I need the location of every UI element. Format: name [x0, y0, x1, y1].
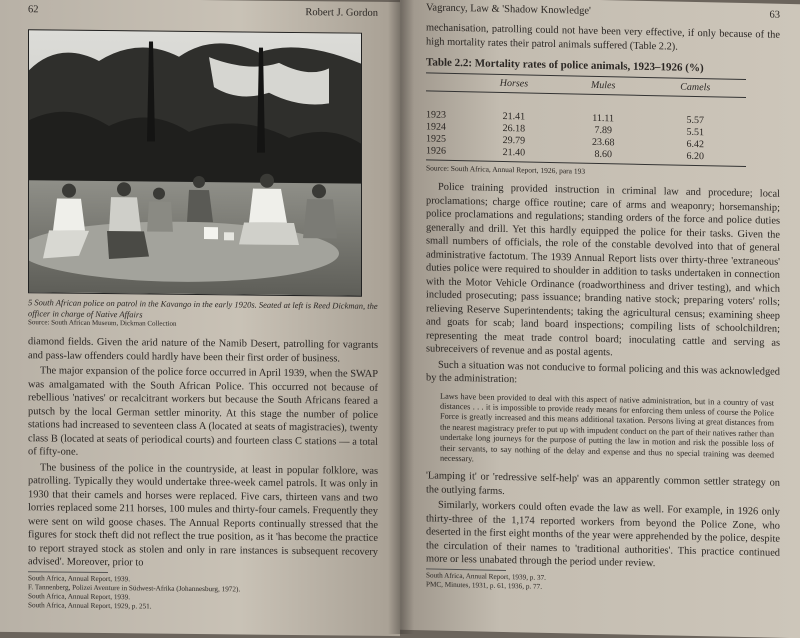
table-header-cell: Horses [466, 74, 562, 94]
footnotes-left [28, 571, 241, 611]
table-header-cell: Mules [562, 76, 645, 96]
footnote: South Africa, Annual Report, 1939, p. 37. [426, 571, 546, 582]
paragraph: The major expansion of the police force occurred in April 1939, when the SWAP was amalgamated with the South African Police. This occurred not because of rebellious 'natives' or recalcitrant workers but because the South Africans feared a putsch by the local German settler minority. At this stage the number of police stations had increased to seventeen class A (located at seats of magistracies), twenty class B (located at seats of periodical courts) and fourteen class C stations — a total of fifty-one. [28, 365, 378, 458]
historical-photograph [28, 29, 362, 296]
paragraph: The business of the police in the countryside, at least in popular folklore, was patrolling. Typically they would undertake three-week camel patrols. It was only in 1930 that their camels and horses were replaced. Five cars, thirteen vans and two lorries replaced some 211 horses, 100 mules and thirty-four camels. Frequently they were sent on wild goose chases. The Annual Reports continually stressed that the figures for stock theft did not reflect the true position, as it 'has become the practice to report strayed stock as stolen and only in rare instances is subsequent recovery advised'. Moreover, prior to [28, 461, 378, 569]
running-head-author: Robert J. Gordon [305, 7, 378, 19]
paragraph: Similarly, workers could often evade the law as well. For example, in 1926 only thirty-three of the 1,174 reported workers from beyond the Police Zone, who deserted in the first eight months of the year were apprehended by the police, despite the circulation of their names to 'traditional authorities'. This practice continued more or less unabated through the period under review. [426, 499, 780, 570]
right-page [400, 0, 800, 638]
footnote: South Africa, Annual Report, 1939. [28, 573, 131, 584]
table-cell: 6.20 [645, 150, 746, 167]
photo-caption [28, 297, 378, 331]
table-cell: 5.57 [686, 114, 705, 127]
table-cell: 1925 [426, 133, 446, 145]
right-intro [426, 21, 780, 55]
table-cell: 29.79 [502, 134, 526, 147]
caption-text: 5 South African police on patrol in the Kavango in the early 1920s. Seated at left is Reed Dickman, the officer in charge of Native Affairs [28, 297, 378, 320]
table-cell: 6.42 [686, 138, 705, 151]
table-header-cell [426, 73, 466, 92]
footnote: South Africa, Annual Report, 1939. [28, 591, 131, 602]
paragraph: mechanisation, patrolling could not have been very effective, if only because of the high mortality rates their patrol animals suffered (Table 2.2). [426, 22, 780, 53]
running-head-right [426, 2, 780, 20]
table-cell: 11.11 [592, 112, 615, 125]
caption-source: Source: South African Museum, Dickman Collection [28, 318, 177, 329]
table-cell: 8.60 [562, 148, 645, 164]
table-header-cell: Camels [645, 77, 746, 97]
footnote: F. Tannenberg, Polizei Aventure in Südwest-Afrika (Johannesburg, 1972). [28, 582, 241, 594]
block-quote: Laws have been provided to deal with this aspect of native administration, but in a country of vast distances . . . it is impossible to provide ready means for enforcing them unless of course the Police Force is greatly increased and this means additional taxation. Persons living at great distances from the nearest magistracy prefer to put up with impudent conduct on the part of their natives rather than undertake long journeys for the purpose of putting the law in motion and risk the possible loss of their servants, to say nothing of the delay and expense and thus no special training was deemed necessary. [440, 391, 774, 464]
table-source: Source: South Africa, Annual Report, 1926, para 193 [426, 163, 586, 176]
right-body-text-2 [426, 470, 780, 574]
table-cell: 26.18 [502, 122, 526, 135]
table-title: Table 2.2: Mortality rates of police animals, 1923–1926 (%) [426, 56, 704, 75]
paragraph: Such a situation was not conducive to formal policing and this was acknowledged by the administration: [426, 359, 780, 386]
footnote: PMC, Minutes, 1931, p. 61, 1936, p. 77. [426, 580, 543, 591]
table-cell: 21.41 [502, 110, 526, 123]
photo-police-patrol [29, 30, 361, 295]
mortality-table [426, 72, 746, 167]
table-cell: 23.68 [591, 136, 615, 149]
paragraph: diamond fields. Given the arid nature of the Namib Desert, patrolling for vagrants and pass-law offenders could hardly have been their first order of business. [28, 336, 378, 364]
footnote: South Africa, Annual Report, 1929, p. 251. [28, 600, 152, 611]
table-cell: 21.40 [466, 146, 562, 163]
running-head-title: Vagrancy, Law & 'Shadow Knowledge' [426, 2, 591, 17]
table-cell: 1924 [426, 121, 446, 133]
table-cell: 5.51 [686, 126, 705, 139]
paragraph: 'Lamping it' or 'redressive self-help' was an apparently common settler strategy on the outlying farms. [426, 470, 780, 497]
right-body-text [426, 180, 780, 392]
table-cell: 1923 [426, 109, 446, 121]
left-body-text [28, 335, 378, 572]
table-cell: 1926 [426, 145, 466, 160]
page-number-right: 63 [769, 9, 780, 21]
book-gutter [388, 0, 414, 634]
footnotes-right [426, 568, 546, 591]
page-number-left: 62 [28, 4, 39, 16]
paragraph: Police training provided instruction in criminal law and procedure; local proclamations; charge office routine; care of arms and weaponry; horsemanship; police proclamations and regulations; standing orders of the force and police duties generally and drill. Yet this hardly equipped the police for their tasks. Given the small numbers of officials, the role of the constable devolved into that of general administrative factotum. The 1939 Annual Report lists over thirty-three 'extraneous' duties police were required to shoulder in addition to tasks undertaken in connection with the Motor Vehicle Ordinance (roadworthiness and driver testing), and which included prosecuting; pass issuance; branding native stock; preparing voters' rolls; relieving Reserve Superintendents; taking the agricultural census; examining sheep and goats for scab; land board inspections; compiling lists of schoolchildren; representing the meat trade control board; inoculating cattle and serving as subreceivers of revenue and as postal agents. [426, 181, 780, 359]
running-head-left [28, 4, 378, 19]
left-page [0, 0, 400, 636]
table-cell: 7.89 [594, 124, 612, 137]
